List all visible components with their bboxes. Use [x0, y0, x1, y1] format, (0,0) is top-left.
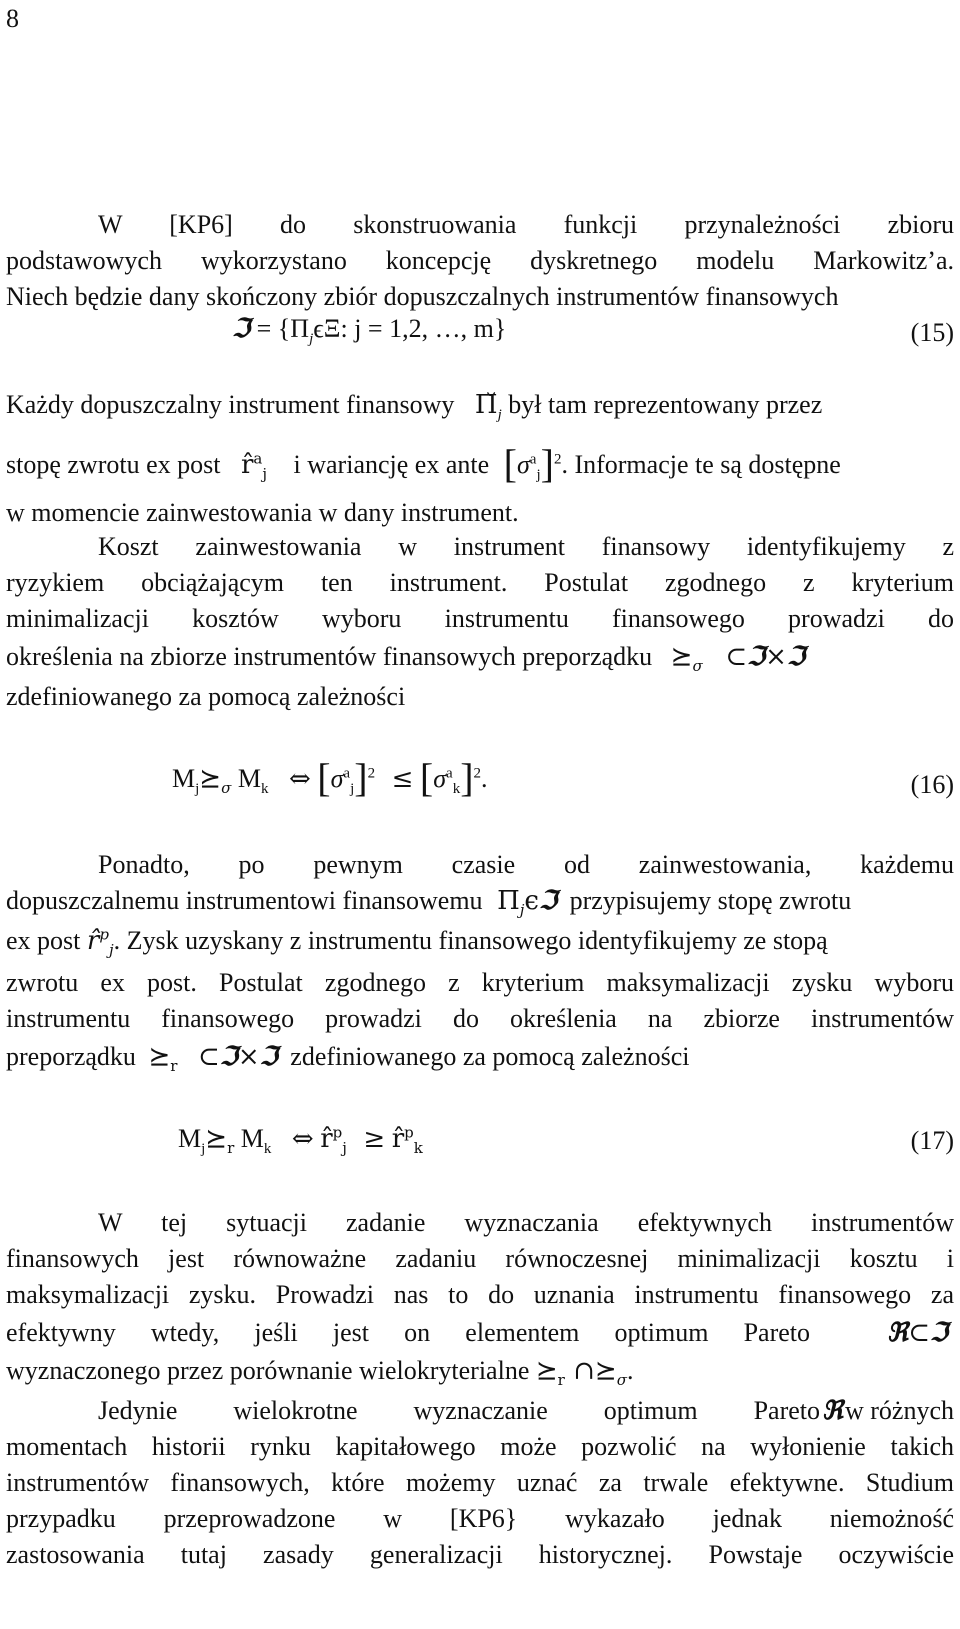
paragraph-2-line-1: Każdy dopuszczalny instrument finansowy $\Pĭ_j$ był tam reprezentowany przez: [6, 390, 823, 424]
text-fragment: . Zysk uzyskany z instrumentu finansowego identyfikujemy ze stopą: [113, 926, 828, 955]
text-fragment: określenia na zbiorze instrumentów finansowych preporządku: [6, 642, 653, 671]
preorder-intersection: $⪰_r$ $\cap⪰_\sigma$: [535, 1356, 627, 1390]
set-symbol: ℑ: [219, 1042, 238, 1072]
text-fragment: i wariancję ex ante: [293, 450, 490, 479]
paragraph-4-line-4: zwrotu ex post. Postulat zgodnego z kryterium maksymalizacji zysku wyboru: [6, 968, 954, 997]
leq-symbol: ≤: [391, 764, 414, 794]
set-symbol: ℑ: [786, 642, 806, 672]
paragraph-4-line-5: instrumentu finansowego prowadzi do określenia na zbiorze instrumentów: [6, 1004, 954, 1033]
preorder-r: $⪰_r$: [148, 1042, 178, 1076]
paragraph-6-line-5: zastosowania tutaj zasady generalizacji historycznej. Powstaje oczywiście: [6, 1540, 954, 1569]
equation-15-number: (15): [910, 318, 954, 347]
set-symbol: ℑ: [747, 642, 766, 672]
paragraph-3-line-4: [6, 640, 954, 674]
paragraph-5-line-3: maksymalizacji zysku. Prowadzi nas to do uznania instrumentu finansowego za: [6, 1280, 954, 1309]
paragraph-2-line-2: [6, 441, 954, 486]
preorder-r: $⪰_r$: [205, 1124, 235, 1158]
text-fragment: był tam reprezentowany przez: [508, 390, 823, 419]
sigma-squared: $[\sigma^a_j]^2$: [503, 441, 562, 486]
page-number: 8: [6, 4, 19, 33]
pareto-subset: ℜ⊂ℑ: [886, 1318, 948, 1348]
preorder-sigma: $⪰_\sigma$: [670, 642, 703, 676]
text-fragment: zdefiniowanego za pomocą zależności: [290, 1042, 690, 1071]
paragraph-3-line-3: minimalizacji kosztów wyboru instrumentu finansowego prowadzi do: [6, 604, 954, 633]
text-fragment: . Informacje te są dostępne: [561, 450, 841, 479]
equation-17-number: (17): [910, 1126, 954, 1155]
paragraph-5-line-5: wyznaczonego przez porównanie wielokryterialne $⪰_r$ $\cap⪰_\sigma$.: [6, 1356, 634, 1390]
times-symbol: ×: [237, 1042, 260, 1072]
paragraph-3-line-1: Koszt zainwestowania w instrument finansowy identyfikujemy z: [98, 532, 954, 561]
pi-breve-symbol: Π̆: [474, 390, 498, 420]
text-fragment: wyznaczonego przez porównanie wielokryterialne: [6, 1356, 530, 1385]
paragraph-3-line-2: ryzykiem obciążającym ten instrument. Postulat zgodnego z kryterium: [6, 568, 954, 597]
subset-symbol: ⊂: [725, 642, 748, 672]
subset-symbol: ⊂: [197, 1042, 220, 1072]
equation-15: ℑ = {$\Pi_j\epsilon\Xi$: j = 1,2, …, m}: [232, 314, 507, 348]
paragraph-5-line-2: finansowych jest równoważne zadaniu równoczesnej minimalizacji kosztu i: [6, 1244, 954, 1273]
paragraph-6-line-4: przypadku przeprowadzone w [KP6} wykazało jednak niemożność: [6, 1504, 954, 1533]
equation-16-number: (16): [910, 770, 954, 799]
paragraph-5-line-4: [6, 1316, 954, 1350]
equation-15-member: ϵΞ: j = 1,2, …, m}: [313, 314, 507, 343]
paragraph-1-line-2: podstawowych wykorzystano koncepcję dyskretnego modelu Markowitz’a.: [6, 246, 954, 275]
times-symbol: ×: [765, 642, 787, 672]
text-fragment: w różnych: [844, 1396, 954, 1425]
equation-15-rhs: = {Π: [256, 314, 310, 343]
paragraph-6-line-3: instrumentów finansowych, które możemy uznać za trwale efektywne. Studium: [6, 1468, 954, 1497]
paragraph-4-line-6: [6, 1040, 954, 1074]
paragraph-1-line-3: Niech będzie dany skończony zbiór dopuszczalnych instrumentów finansowych: [6, 282, 839, 311]
text-fragment: preporządku: [6, 1042, 136, 1071]
paragraph-6-line-2: momentach historii rynku kapitałowego może pozwolić na wyłonienie takich: [6, 1432, 954, 1461]
r-hat-p-j: r̂$^p_j$: [86, 925, 114, 960]
set-symbol: ℑ: [259, 1042, 278, 1072]
text-fragment: ex post: [6, 926, 81, 955]
paragraph-4-line-3: [6, 924, 954, 958]
pareto-symbol: ℜ: [821, 1396, 844, 1426]
iff-symbol: ⇔: [291, 1124, 314, 1154]
paragraph-2-line-3: w momencie zainwestowania w dany instrument.: [6, 498, 519, 527]
text-fragment: Każdy dopuszczalny instrument finansowy: [6, 390, 455, 419]
text-fragment: dopuszczalnemu instrumentowi finansowemu: [6, 886, 483, 915]
text-fragment: Jedynie wielokrotne wyznaczanie optimum Pareto: [98, 1396, 820, 1425]
paragraph-1-line-1: W [KP6] do skonstruowania funkcji przynależności zbioru: [98, 210, 954, 239]
text-fragment: przypisujemy stopę zwrotu: [569, 886, 852, 915]
pi-j-in-set: $\Pi_j\epsilon ℑ$: [497, 886, 558, 920]
equation-16: $M_j⪰_\sigma$ $M_k$ ⇔ $[\sigma^a_j]^2 \le [\sigma^a_k]^2$.: [172, 755, 488, 800]
paragraph-3-line-5: zdefiniowanego za pomocą zależności: [6, 682, 406, 711]
set-symbol: ℑ: [232, 314, 251, 344]
paragraph-4-line-2: [6, 884, 954, 918]
paragraph-5-line-1: W tej sytuacji zadanie wyznaczania efektywnych instrumentów: [98, 1208, 954, 1237]
paragraph-6-line-1: [98, 1394, 954, 1428]
text-fragment: stopę zwrotu ex post: [6, 450, 221, 479]
geq-symbol: ≥: [363, 1124, 386, 1154]
r-hat-a-j: r̂$^a_j$: [240, 449, 268, 484]
paragraph-4-line-1: Ponadto, po pewnym czasie od zainwestowania, każdemu: [98, 850, 954, 879]
equation-17: $M_j⪰_r$ $M_k$ ⇔ r̂$^p_j$ ≥ r̂$^p_k$: [178, 1123, 423, 1158]
text-fragment: efektywny wtedy, jeśli jest on elementem optimum Pareto: [6, 1318, 810, 1347]
preorder-sigma: $⪰_\sigma$: [199, 764, 232, 798]
iff-symbol: ⇔: [288, 764, 311, 794]
